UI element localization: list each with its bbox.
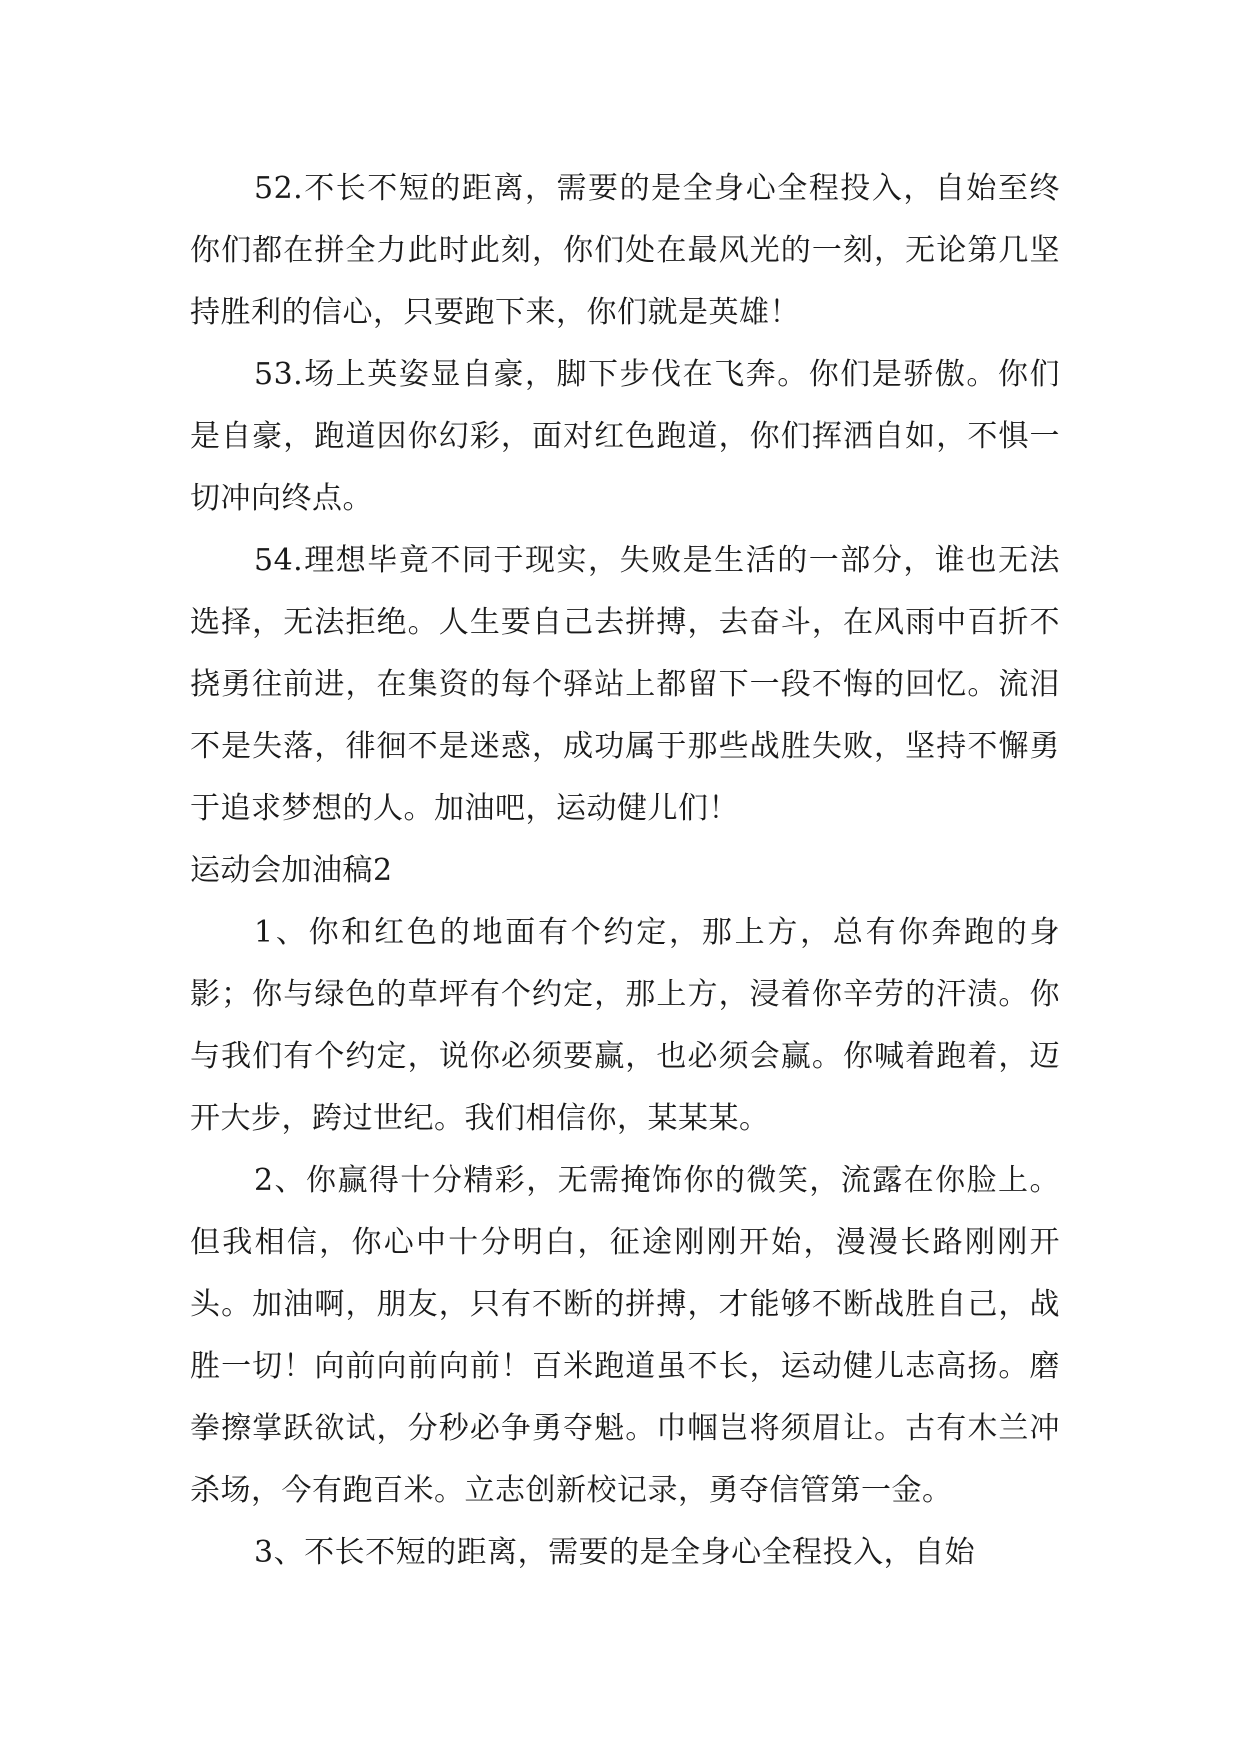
section-title: 运动会加油稿2 — [190, 853, 393, 888]
paragraph-52: 52.不长不短的距离，需要的是全身心全程投入，自始至终你们都在拼全力此时此刻，你们处在最风光的一刻，无论第几坚持胜利的信心，只要跑下来，你们就是英雄！ — [190, 171, 1060, 330]
paragraph-54: 54.理想毕竟不同于现实，失败是生活的一部分，谁也无法选择，无法拒绝。人生要自己去拼搏，去奋斗，在风雨中百折不挠勇往前进，在集资的每个驿站上都留下一段不悔的回忆。流泪不是失落，徘徊不是迷惑，成功属于那些战胜失败，坚持不懈勇于追求梦想的人。加油吧，运动健儿们！ — [190, 543, 1060, 826]
section-paragraph-2: 2、你赢得十分精彩，无需掩饰你的微笑，流露在你脸上。但我相信，你心中十分明白，征途刚刚开始，漫漫长路刚刚开头。加油啊，朋友，只有不断的拼搏，才能够不断战胜自己，战胜一切！向前向前向前！百米跑道虽不长，运动健儿志高扬。磨拳擦掌跃欲试，分秒必争勇夺魁。巾帼岂将须眉让。古有木兰冲杀场，今有跑百米。立志创新校记录，勇夺信管第一金。 — [190, 1163, 1060, 1508]
section-paragraph-3: 3、不长不短的距离，需要的是全身心全程投入，自始 — [254, 1535, 976, 1570]
paragraph-53: 53.场上英姿显自豪，脚下步伐在飞奔。你们是骄傲。你们是自豪，跑道因你幻彩，面对红色跑道，你们挥洒自如，不惧一切冲向终点。 — [190, 357, 1060, 516]
document-body — [190, 158, 1060, 1584]
section-paragraph-1: 1、你和红色的地面有个约定，那上方，总有你奔跑的身影；你与绿色的草坪有个约定，那上方，浸着你辛劳的汗渍。你与我们有个约定，说你必须要赢，也必须会赢。你喊着跑着，迈开大步，跨过世纪。我们相信你，某某某。 — [190, 915, 1060, 1136]
